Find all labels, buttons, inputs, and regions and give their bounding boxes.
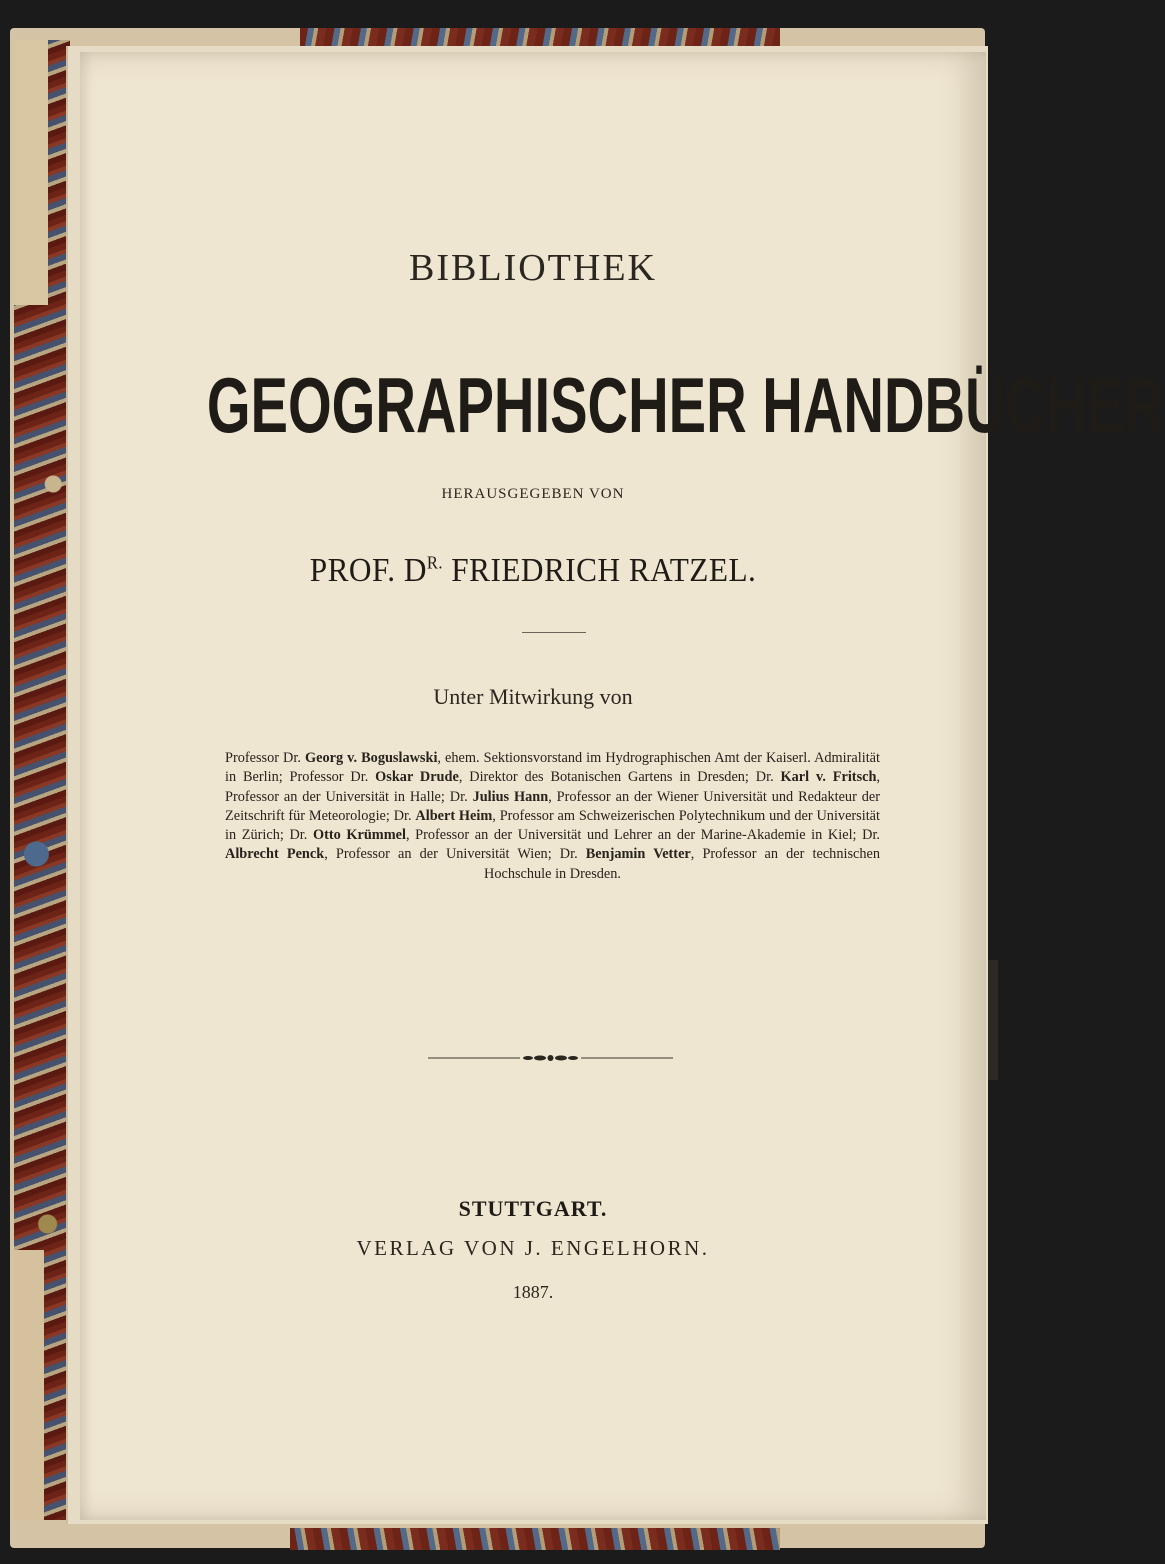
editor-surname: FRIEDRICH RATZEL. — [443, 552, 757, 589]
collaborator-post: , Professor an der Universität Wien; Dr. — [324, 846, 586, 863]
editor-label: HERAUSGEGEBEN VON — [441, 486, 625, 502]
collaborator-post: , ehem. Sektionsvorstand im Hydrographischen Amt der Kaiserl. Admiralität in Berlin; Professor Dr. — [225, 750, 880, 786]
collaborator-name: Oskar Drude — [375, 769, 459, 786]
collaborator-name: Otto Krümmel — [312, 827, 406, 844]
cover-corner-bottom — [14, 1250, 44, 1520]
collaborator-post: , Direktor des Botanischen Gartens in Dresden; Dr. — [458, 769, 781, 786]
collaborator-post: , Professor an der technischen Hochschule in Dresden. — [484, 846, 881, 882]
series-label: BIBLIOTHEK — [409, 247, 657, 289]
collaborator-post: , Professor an der Wiener Universität und Redakteur der Zeitschrift für Meteorologie; Dr. — [225, 788, 880, 824]
marbled-edge-bottom — [290, 1528, 780, 1550]
editor-name — [116, 552, 950, 590]
editor-degree: R. — [426, 552, 444, 573]
cover-corner-top — [14, 40, 48, 305]
collaborator-name: Julius Hann — [472, 788, 549, 805]
title-page — [80, 52, 1165, 1520]
collaborator-post: , Professor an der Universität in Halle; Dr. — [225, 769, 881, 805]
imprint-city: STUTTGART. — [458, 1196, 608, 1221]
collaborator-name: Karl v. Fritsch — [780, 769, 877, 786]
collaborator-post: , Professor am Schweizerischen Polytechnikum und der Universität in Zürich; Dr. — [225, 807, 880, 844]
collaborator-name: Georg v. Boguslawski — [304, 750, 438, 766]
collaborator-name: Albert Heim — [415, 807, 493, 824]
collaborator-name: Albrecht Penck — [225, 846, 325, 863]
imprint-year: 1887. — [512, 1282, 554, 1302]
imprint-publisher: VERLAG VON J. ENGELHORN. — [356, 1236, 710, 1260]
editor-prefix: PROF. D — [309, 552, 427, 589]
collaborator-post: , Professor an der Universität und Lehrer an der Marine-Akademie in Kiel; Dr. — [405, 827, 881, 844]
collaborators-paragraph — [225, 749, 880, 884]
divider-rule — [522, 632, 586, 633]
collaborator-pre: Professor Dr. — [225, 750, 305, 766]
collaboration-heading: Unter Mitwirkung von — [433, 684, 633, 709]
edge-shadow — [988, 960, 998, 1080]
ornament-divider-icon — [428, 1050, 673, 1066]
series-title: GEOGRAPHISCHER HANDBÜCHER — [206, 361, 1165, 449]
collaborator-name: Benjamin Vetter — [585, 846, 691, 863]
